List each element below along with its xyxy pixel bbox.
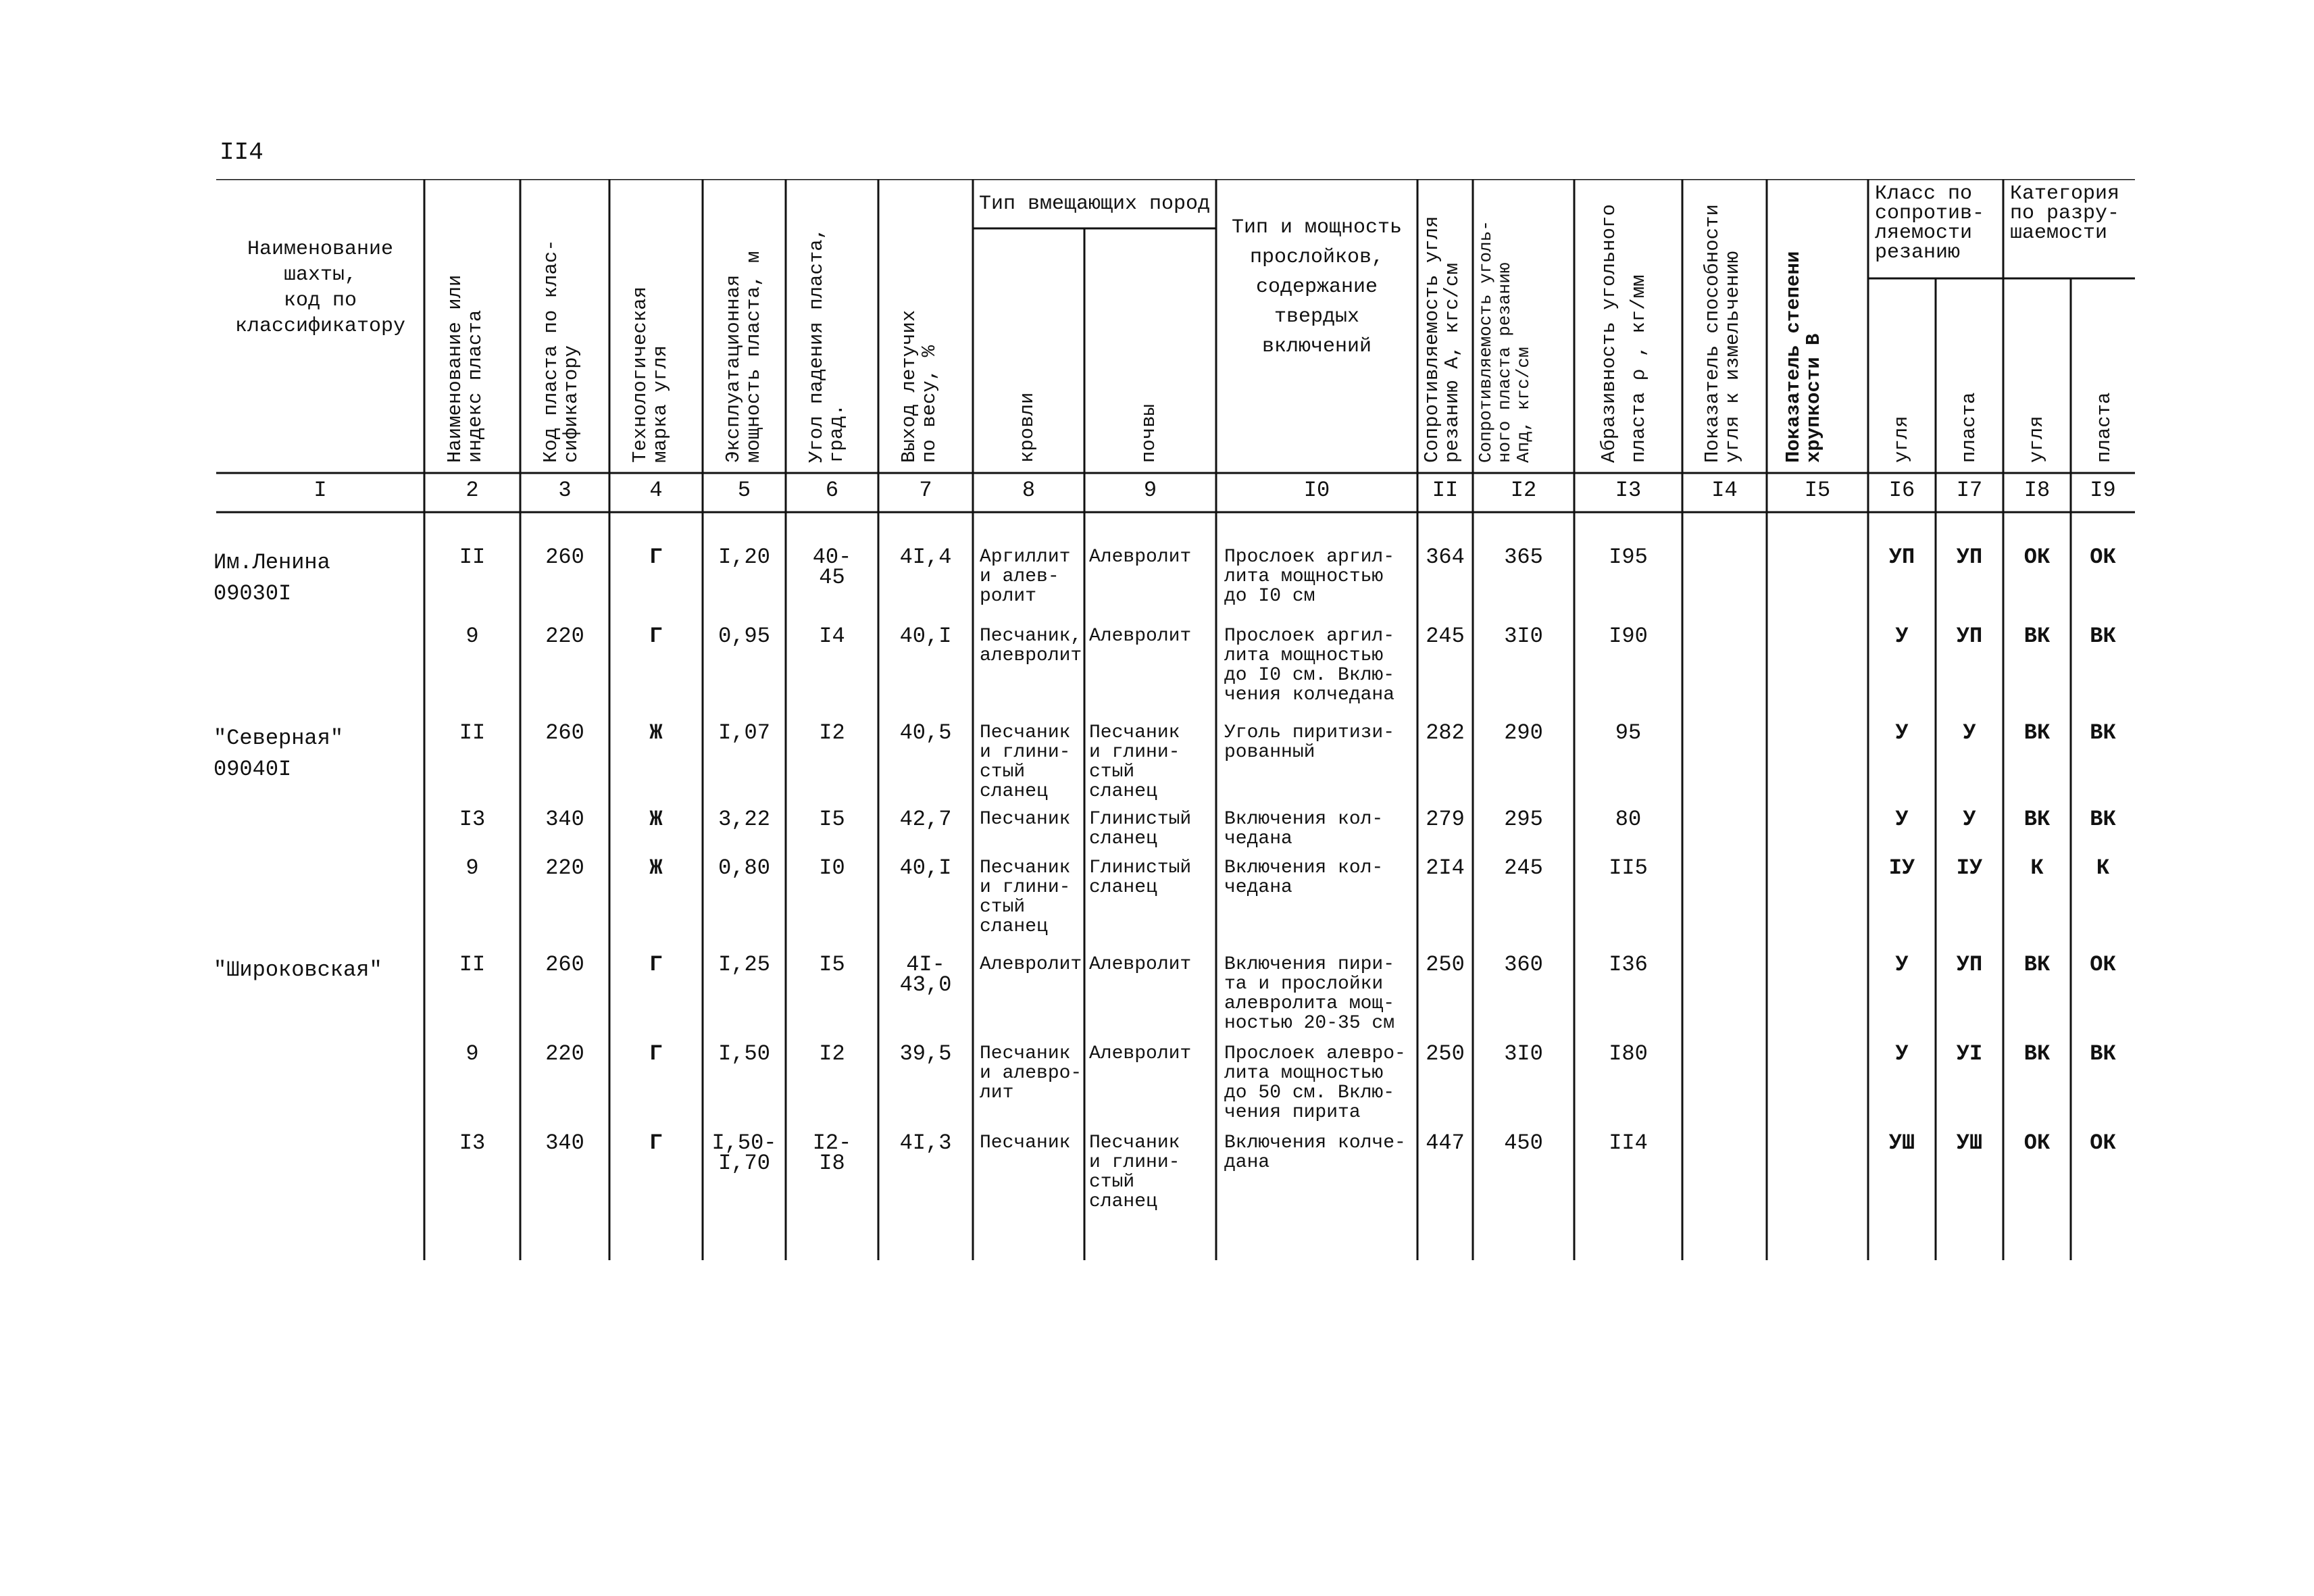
header-abrasiveness: Абразивность угольного пласта ρ , кг/мм (1598, 204, 1650, 463)
header-category-coal: угля (2026, 416, 2048, 463)
seam-thickness (703, 547, 786, 568)
coal-grade: Ж (649, 720, 663, 745)
floor-rock (1089, 955, 1216, 974)
dip-angle (786, 1130, 878, 1176)
header-class-seam: пласта (1958, 392, 1980, 463)
floor-rock-line: сланец (1089, 781, 1157, 802)
header-cutting-class: Класс по сопротив- ляемости резанию (1875, 182, 1985, 264)
floor-rock-line: сланец (1089, 828, 1157, 849)
column-number: I9 (2090, 478, 2116, 503)
volatile-yield (878, 720, 973, 745)
cutting-class-coal: У (1895, 624, 1909, 649)
abrasiveness: I95 (1609, 545, 1648, 570)
abrasiveness: 95 (1615, 720, 1642, 745)
seam-code: 260 (545, 545, 584, 570)
dip-angle (786, 952, 878, 977)
seam-thickness (703, 855, 786, 880)
breakage-category-seam: ОК (2090, 1130, 2116, 1155)
floor-rock-line: Песчаник (1089, 722, 1180, 743)
seam-name: II (459, 952, 486, 977)
roof-rock (980, 955, 1084, 974)
seam-code: 340 (545, 1130, 584, 1155)
volatile-yield-line: 42,7 (899, 807, 952, 832)
floor-rock (1089, 809, 1216, 849)
cutting-class-seam: У (1963, 720, 1976, 745)
roof-rock (980, 723, 1084, 801)
interlayers-line: Прослоек аргил- (1224, 547, 1395, 568)
floor-rock-line: и глини- (1089, 742, 1180, 763)
dip-angle-line: I4 (819, 624, 845, 649)
volatile-yield (878, 547, 973, 568)
column-number: I6 (1888, 478, 1915, 503)
roof-rock-line: Песчаник (980, 1043, 1071, 1064)
dip-angle-line: 40- (812, 545, 852, 570)
roof-rock-line: Песчаник (980, 722, 1071, 743)
interlayers-line: Включения колче- (1224, 1132, 1406, 1153)
floor-rock-line: Песчаник (1089, 1132, 1180, 1153)
breakage-category-seam: К (2096, 855, 2110, 880)
header-host-rock-type: Тип вмещающих пород (978, 193, 1211, 216)
floor-rock-line: Глинистый (1089, 809, 1192, 830)
seam-name: I3 (459, 807, 486, 832)
interlayers-line: рованный (1224, 742, 1315, 763)
interlayers-line: лита мощностью (1224, 645, 1384, 666)
roof-rock-line: Песчаник, (980, 626, 1082, 647)
floor-rock-line: Алевролит (1089, 954, 1192, 975)
coal-grade: Г (649, 952, 663, 977)
header-grindability: Показатель способности угля к измельчению (1701, 204, 1744, 463)
volatile-yield-line: 40,I (899, 855, 952, 880)
column-number: I7 (1956, 478, 1983, 503)
floor-rock-line: стый (1089, 762, 1135, 782)
breakage-category-coal: ВК (2023, 807, 2051, 832)
header-class-coal: угля (1890, 416, 1913, 463)
cutting-class-coal: У (1895, 952, 1909, 977)
interlayers-line: чедана (1224, 828, 1292, 849)
cutting-class-seam: IУ (1956, 855, 1983, 880)
breakage-category-coal: ВК (2023, 720, 2051, 745)
dip-angle-line: 45 (819, 565, 845, 590)
dip-angle-line: I0 (819, 855, 845, 880)
breakage-category-seam: ОК (2090, 952, 2116, 977)
cutting-class-seam: УП (1956, 545, 1983, 570)
seam-thickness (703, 952, 786, 977)
dip-angle (786, 809, 878, 830)
roof-rock-line: Песчаник (980, 1132, 1071, 1153)
roof-rock-line: стый (980, 897, 1026, 918)
volatile-yield (878, 855, 973, 880)
dip-angle (786, 626, 878, 647)
floor-rock-line: Алевролит (1089, 626, 1192, 647)
seam-cutting-resistance: 290 (1504, 720, 1543, 745)
roof-rock (980, 858, 1084, 937)
seam-thickness-line: 0,80 (718, 855, 770, 880)
column-number: I3 (1615, 478, 1642, 503)
interlayers-line: чедана (1224, 877, 1292, 898)
seam-thickness-line: 3,22 (718, 807, 770, 832)
breakage-category-seam: ВК (2090, 807, 2116, 832)
header-coal-grade: Технологическая марка угля (629, 286, 672, 463)
seam-thickness-line: I,50- (711, 1130, 777, 1155)
volatile-yield (878, 809, 973, 830)
interlayers-line: до I0 см (1224, 586, 1315, 607)
seam-code: 220 (545, 624, 584, 649)
interlayers (1224, 809, 1417, 849)
header-roof: кровли (1016, 392, 1038, 463)
volatile-yield (878, 1041, 973, 1066)
interlayers (1224, 955, 1417, 1033)
column-number: 6 (825, 478, 839, 503)
coal-cutting-resistance: 364 (1426, 545, 1465, 570)
roof-rock-line: Песчаник (980, 857, 1071, 878)
interlayers-line: Включения кол- (1224, 857, 1384, 878)
dip-angle-line: I5 (819, 952, 845, 977)
floor-rock-line: Глинистый (1089, 857, 1192, 878)
header-volatile-yield: Выход летучих по весу, % (898, 309, 940, 463)
column-number: 9 (1143, 478, 1157, 503)
seam-cutting-resistance: 295 (1504, 807, 1543, 832)
coal-grade: Г (649, 1130, 663, 1155)
volatile-yield-line: 4I- (906, 952, 945, 977)
column-number: I2 (1510, 478, 1537, 503)
cutting-class-seam: УШ (1956, 1130, 1983, 1155)
dip-angle-line: I2 (819, 1041, 845, 1066)
dip-angle (786, 547, 878, 588)
seam-name: I3 (459, 1130, 486, 1155)
coal-seams-table (213, 179, 2135, 1260)
coal-grade: Г (649, 624, 663, 649)
roof-rock-line: лит (980, 1082, 1014, 1103)
breakage-category-coal: ВК (2023, 1041, 2051, 1066)
seam-code: 220 (545, 855, 584, 880)
floor-rock (1089, 1044, 1216, 1064)
volatile-yield-line: 4I,4 (899, 545, 952, 570)
column-number: 7 (919, 478, 932, 503)
coal-grade: Г (649, 545, 663, 570)
volatile-yield-line: 4I,3 (899, 1130, 952, 1155)
floor-rock-line: Алевролит (1089, 547, 1192, 568)
column-number: 3 (558, 478, 572, 503)
abrasiveness: 80 (1615, 807, 1642, 832)
interlayers-line: до I0 см. Вклю- (1224, 665, 1395, 686)
seam-thickness-line: I,70 (718, 1151, 770, 1176)
volatile-yield-line: 43,0 (899, 972, 952, 997)
floor-rock (1089, 723, 1216, 801)
seam-thickness (703, 1041, 786, 1066)
coal-cutting-resistance: 245 (1426, 624, 1465, 649)
mine-name: "Северная" 09040I (213, 726, 344, 782)
seam-name: 9 (466, 1041, 479, 1066)
roof-rock-line: и глини- (980, 742, 1071, 763)
volatile-yield-line: 39,5 (899, 1041, 952, 1066)
column-number: I4 (1711, 478, 1738, 503)
floor-rock-line: сланец (1089, 1191, 1157, 1212)
seam-code: 220 (545, 1041, 584, 1066)
breakage-category-seam: ОК (2090, 545, 2116, 570)
seam-thickness-line: I,20 (718, 545, 770, 570)
header-thickness: Эксплуатационная мощность пласта, м (722, 251, 765, 463)
volatile-yield (878, 626, 973, 647)
seam-code: 260 (545, 720, 584, 745)
roof-rock-line: и глини- (980, 877, 1071, 898)
floor-rock-line: и глини- (1089, 1152, 1180, 1173)
seam-code: 260 (545, 952, 584, 977)
floor-rock-line: сланец (1089, 877, 1157, 898)
seam-cutting-resistance: 3I0 (1504, 624, 1543, 649)
seam-cutting-resistance: 450 (1504, 1130, 1543, 1155)
seam-thickness-line: I,50 (718, 1041, 770, 1066)
header-seam-cutting-resistance: Сопротивляемость уголь- ного пласта резанию Aпд, кгс/см (1476, 220, 1534, 463)
seam-thickness (703, 626, 786, 647)
interlayers-line: Уголь пиритизи- (1224, 722, 1395, 743)
seam-code: 340 (545, 807, 584, 832)
column-number: 4 (649, 478, 663, 503)
interlayers-line: ностью 20-35 см (1224, 1013, 1395, 1034)
breakage-category-coal: К (2030, 855, 2044, 880)
header-brittleness: Показатель степени хрупкости B (1782, 251, 1825, 463)
cutting-class-seam: УП (1956, 624, 1983, 649)
header-mine-name: Наименование шахты, код по классификатору (234, 238, 406, 338)
interlayers-line: лита мощностью (1224, 1063, 1384, 1084)
cutting-class-coal: У (1895, 1041, 1909, 1066)
dip-angle (786, 1041, 878, 1066)
roof-rock (980, 626, 1084, 666)
seam-cutting-resistance: 360 (1504, 952, 1543, 977)
roof-rock-line: ролит (980, 586, 1037, 607)
header-seam-name: Наименование или индекс пласта (444, 274, 486, 463)
breakage-category-coal: ОК (2023, 545, 2051, 570)
breakage-category-coal: ВК (2023, 624, 2051, 649)
roof-rock-line: Аргиллит (980, 547, 1071, 568)
cutting-class-seam: УП (1956, 952, 1983, 977)
seam-thickness (703, 809, 786, 830)
roof-rock-line: и алев- (980, 566, 1059, 587)
seam-name: II (459, 720, 486, 745)
column-number: I0 (1303, 478, 1330, 503)
column-number: I (313, 478, 327, 503)
dip-angle-line: I2 (819, 720, 845, 745)
breakage-category-seam: ВК (2090, 624, 2116, 649)
breakage-category-coal: ВК (2023, 952, 2051, 977)
header-floor: почвы (1138, 403, 1160, 463)
roof-rock (980, 809, 1084, 829)
interlayers-line: Включения кол- (1224, 809, 1384, 830)
cutting-class-coal: IУ (1888, 855, 1915, 880)
coal-cutting-resistance: 447 (1426, 1130, 1465, 1155)
roof-rock (980, 547, 1084, 606)
floor-rock (1089, 626, 1216, 646)
header-interlayers: Тип и мощность прослойков, содержание твердых включений (1231, 216, 1403, 358)
roof-rock-line: алевролит (980, 645, 1082, 666)
interlayers-line: чения колчедана (1224, 684, 1395, 705)
coal-cutting-resistance: 282 (1426, 720, 1465, 745)
table-grid-lines (216, 179, 2135, 1260)
interlayers-line: лита мощностью (1224, 566, 1384, 587)
interlayers (1224, 1044, 1417, 1122)
dip-angle (786, 720, 878, 745)
abrasiveness: II5 (1609, 855, 1648, 880)
cutting-class-coal: УП (1888, 545, 1915, 570)
interlayers-line: чения пирита (1224, 1102, 1361, 1123)
coal-cutting-resistance: 279 (1426, 807, 1465, 832)
volatile-yield-line: 40,I (899, 624, 952, 649)
interlayers-line: та и прослойки (1224, 974, 1384, 995)
cutting-class-coal: У (1895, 720, 1909, 745)
breakage-category-seam: ВК (2090, 720, 2116, 745)
floor-rock (1089, 547, 1216, 567)
floor-rock (1089, 1133, 1216, 1212)
seam-thickness-line: 0,95 (718, 624, 770, 649)
column-number: 8 (1022, 478, 1036, 503)
volatile-yield (878, 1130, 973, 1155)
coal-cutting-resistance: 2I4 (1426, 855, 1465, 880)
roof-rock-line: Алевролит (980, 954, 1082, 975)
abrasiveness: I80 (1609, 1041, 1648, 1066)
dip-angle (786, 855, 878, 880)
seam-thickness-line: I,25 (718, 952, 770, 977)
floor-rock-line: стый (1089, 1172, 1135, 1193)
seam-thickness-line: I,07 (718, 720, 770, 745)
seam-name: 9 (466, 624, 479, 649)
seam-thickness (703, 1130, 786, 1176)
coal-cutting-resistance: 250 (1426, 1041, 1465, 1066)
column-number: I8 (2023, 478, 2051, 503)
interlayers (1224, 858, 1417, 897)
seam-name: 9 (466, 855, 479, 880)
interlayers-line: Прослоек алевро- (1224, 1043, 1406, 1064)
roof-rock (980, 1133, 1084, 1153)
column-number: II (1432, 478, 1459, 503)
mine-name: Им.Ленина 09030I (213, 550, 330, 606)
cutting-class-coal: У (1895, 807, 1909, 832)
breakage-category-seam: ВК (2090, 1041, 2116, 1066)
floor-rock-line: Алевролит (1089, 1043, 1192, 1064)
interlayers-line: Включения пири- (1224, 954, 1395, 975)
interlayers-line: алевролита мощ- (1224, 993, 1395, 1014)
coal-grade: Ж (649, 807, 663, 832)
interlayers (1224, 723, 1417, 762)
abrasiveness: I90 (1609, 624, 1648, 649)
seam-thickness (703, 720, 786, 745)
header-dip-angle: Угол падения пласта, град. (805, 227, 848, 463)
coal-grade: Г (649, 1041, 663, 1066)
breakage-category-coal: ОК (2023, 1130, 2051, 1155)
volatile-yield-line: 40,5 (899, 720, 952, 745)
coal-grade: Ж (649, 855, 663, 880)
volatile-yield (878, 952, 973, 997)
header-seam-code: Код пласта по клас- сификатору (540, 239, 582, 463)
roof-rock-line: Песчаник (980, 809, 1071, 830)
interlayers (1224, 547, 1417, 606)
interlayers-line: дана (1224, 1152, 1270, 1173)
column-number: 2 (466, 478, 479, 503)
abrasiveness: II4 (1609, 1130, 1648, 1155)
cutting-class-seam: У (1963, 807, 1976, 832)
seam-cutting-resistance: 3I0 (1504, 1041, 1543, 1066)
cutting-class-seam: УI (1956, 1041, 1983, 1066)
interlayers (1224, 1133, 1417, 1172)
coal-cutting-resistance: 250 (1426, 952, 1465, 977)
seam-name: II (459, 545, 486, 570)
abrasiveness: I36 (1609, 952, 1648, 977)
dip-angle-line: I5 (819, 807, 845, 832)
roof-rock-line: и алевро- (980, 1063, 1082, 1084)
seam-cutting-resistance: 245 (1504, 855, 1543, 880)
header-breakage-category: Категория по разру- шаемости (2010, 182, 2120, 245)
page-number: II4 (220, 139, 263, 166)
column-number: I5 (1804, 478, 1831, 503)
mine-name: "Широковская" (213, 957, 382, 982)
column-number: 5 (737, 478, 751, 503)
header-category-seam: пласта (2093, 392, 2115, 463)
interlayers-line: до 50 см. Вклю- (1224, 1082, 1395, 1103)
interlayers (1224, 626, 1417, 705)
roof-rock-line: сланец (980, 916, 1048, 937)
roof-rock-line: сланец (980, 781, 1048, 802)
interlayers-line: Прослоек аргил- (1224, 626, 1395, 647)
roof-rock (980, 1044, 1084, 1103)
floor-rock (1089, 858, 1216, 897)
dip-angle-line: I2- (812, 1130, 852, 1155)
dip-angle-line: I8 (819, 1151, 845, 1176)
roof-rock-line: стый (980, 762, 1026, 782)
cutting-class-coal: УШ (1888, 1130, 1915, 1155)
header-coal-cutting-resistance: Сопротивляемость угля резанию A, кгс/см (1421, 216, 1463, 463)
seam-cutting-resistance: 365 (1504, 545, 1543, 570)
